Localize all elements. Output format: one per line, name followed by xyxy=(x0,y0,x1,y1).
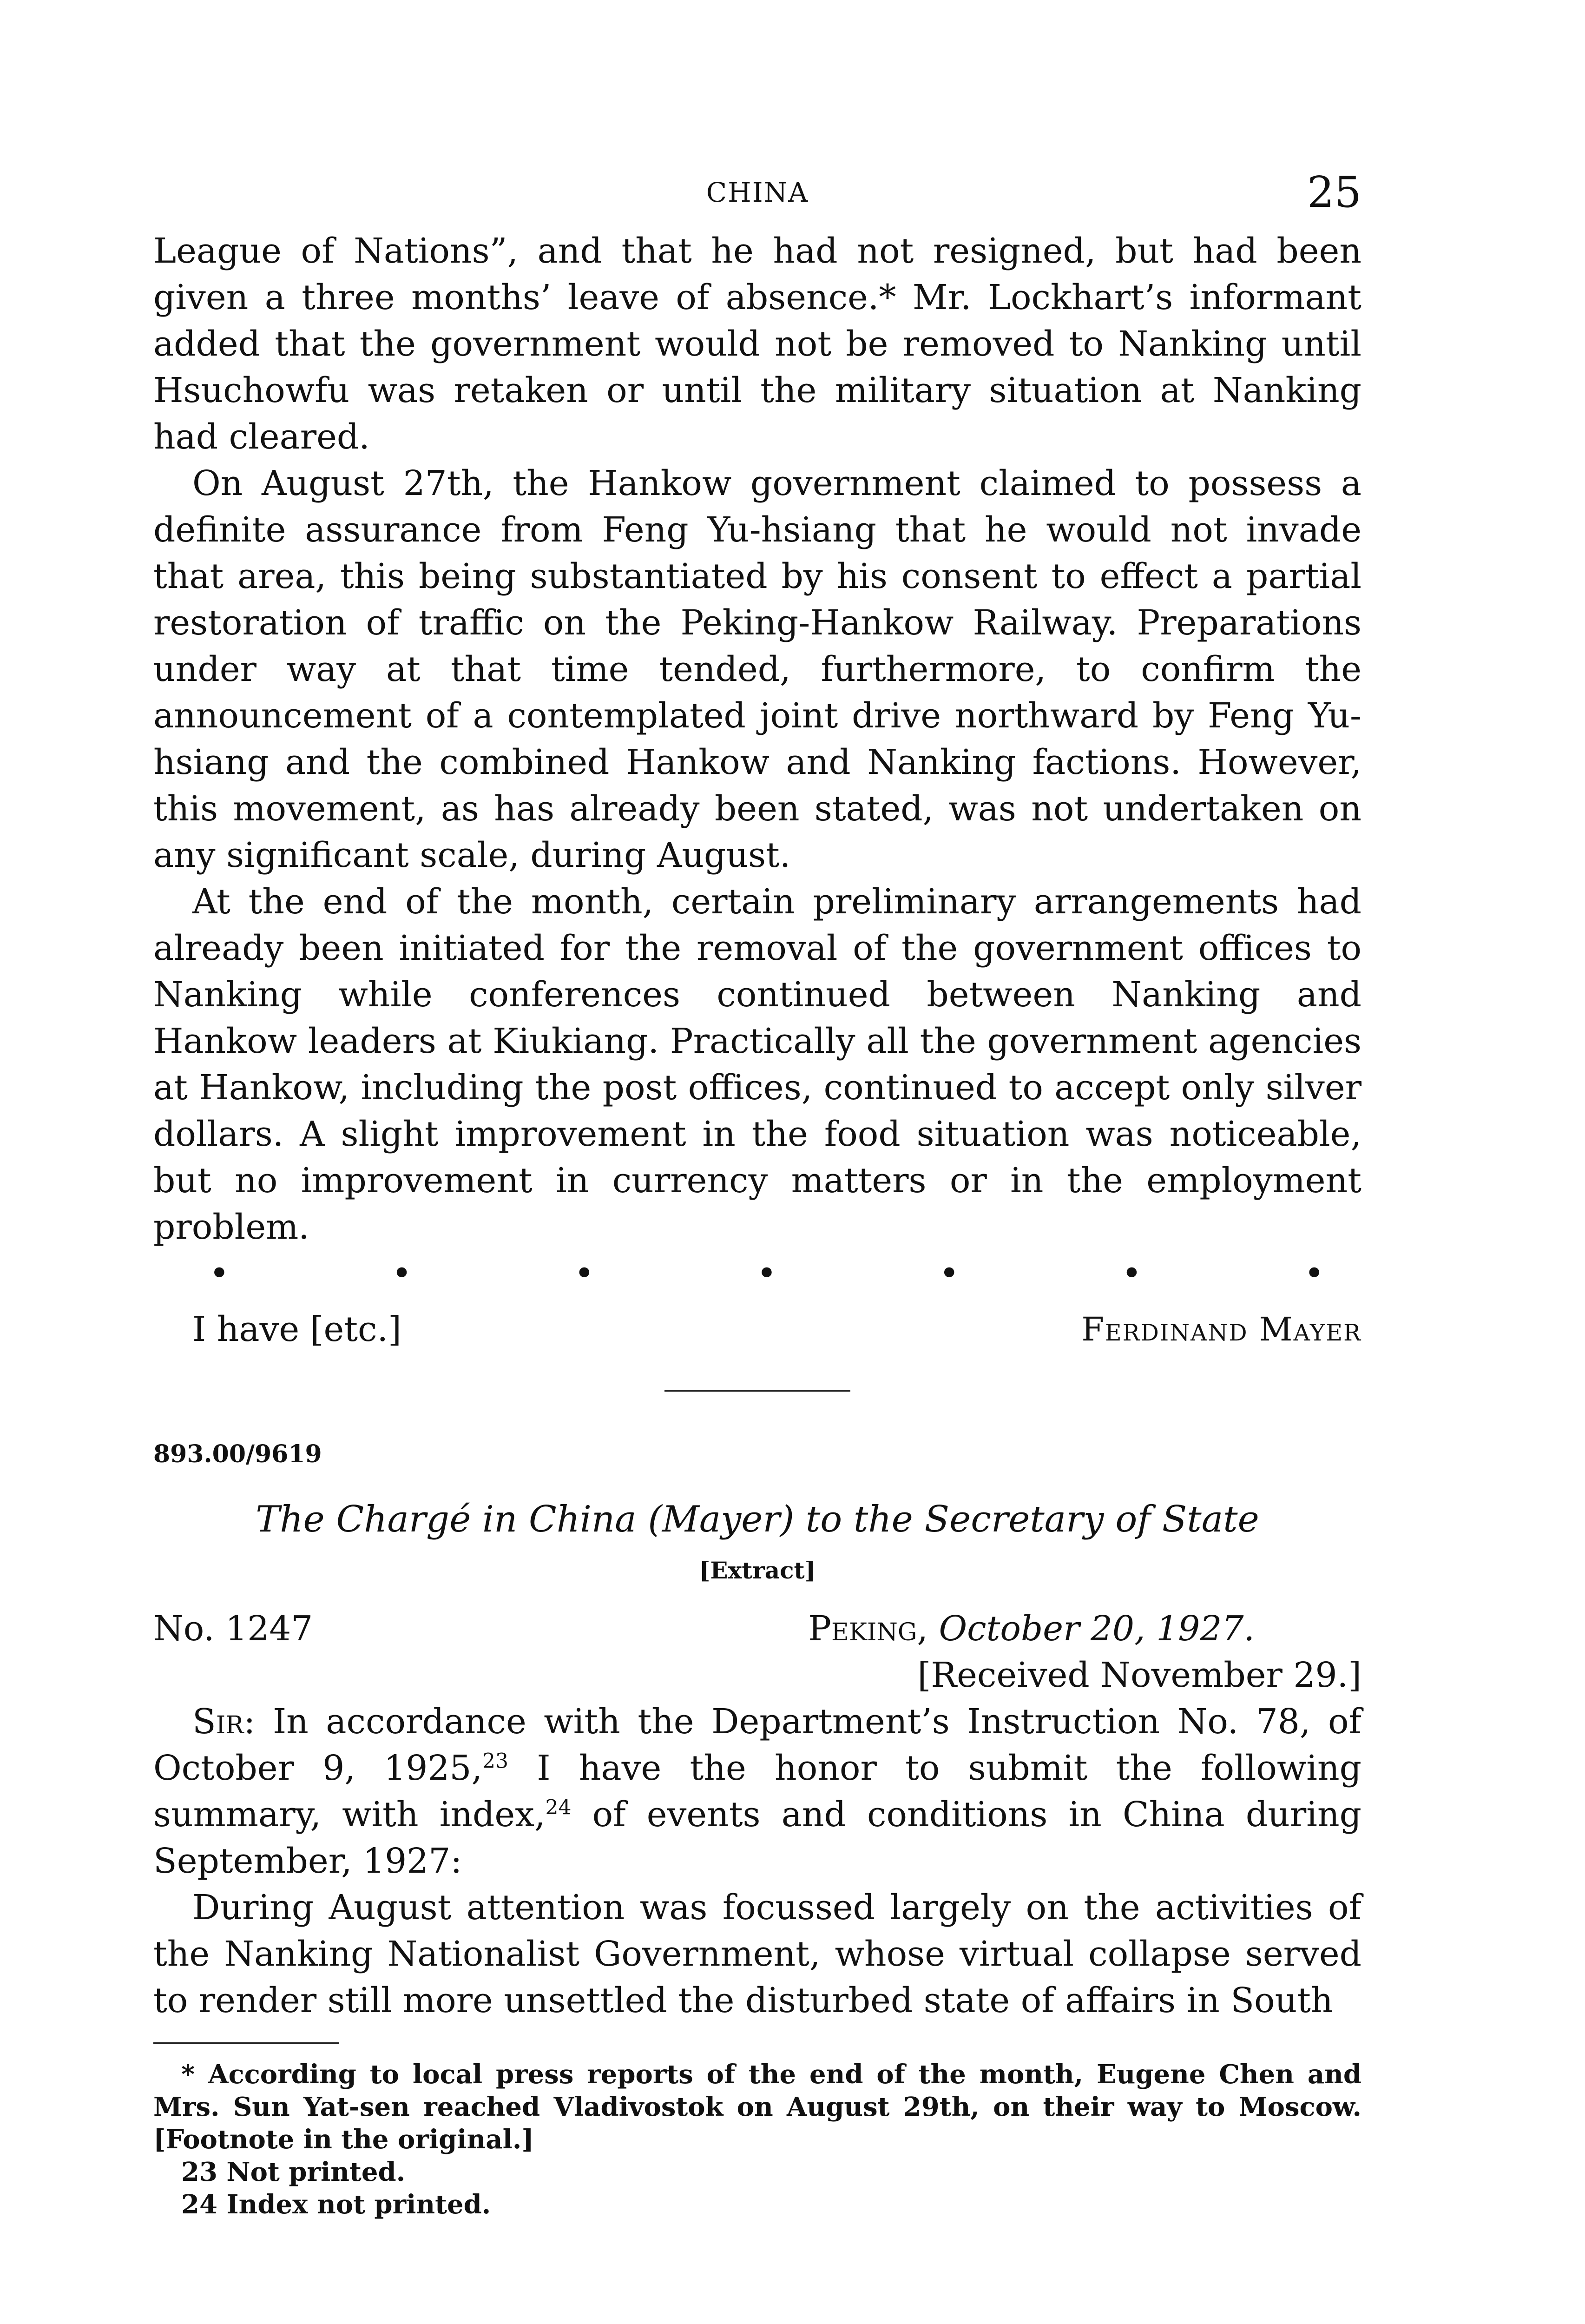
file-number: 893.00/9619 xyxy=(153,1440,322,1468)
signature: Ferdinand Mayer xyxy=(1081,1310,1361,1348)
salutation: Sir: xyxy=(192,1702,256,1742)
letter-closing xyxy=(153,1301,1361,1357)
footnote-24: 24 Index not printed. xyxy=(181,2189,491,2220)
body-text xyxy=(153,228,1361,2221)
paragraph-3: At the end of the month, certain preliminary arrangements had already been initiated for the removal of the government offices to Nanking while conferences continued between Nanking and Hankow leaders at Kiukiang. Practically all the government agencies at Hankow, including the post offices, continued to accept only silver dollars. A slight improvement in the food situation was noticeable, but no improvement in currency matters or in the employment problem. xyxy=(153,882,1361,1247)
paragraph-1: League of Nations”, and that he had not resigned, but had been given a three months’ leave of absence.* Mr. Lockhart’s informant added that the government would not be removed to Nanking until Hsuchowfu was retaken or until the military situation at Nanking had cleared. xyxy=(153,231,1361,457)
page-number: 25 xyxy=(1307,167,1361,217)
place: Peking, xyxy=(808,1609,928,1649)
closing-phrase: I have [etc.] xyxy=(192,1309,401,1349)
para1-part-c: of events and conditions in China during September, 1927: xyxy=(153,1795,1361,1881)
paragraph-2: On August 27th, the Hankow government claimed to possess a definite assurance from Feng Yu-hsiang that he would not invade that area, this being substantiated by his consent to effect a partial restoration of traffic on the Peking-Hankow Railway. Preparations under way at that time tended, furthermore, to confirm the announcement of a contemplated joint drive northward by Feng Yu-hsiang and the combined Hankow and Nanking factions. However, this movement, as has already been stated, was not undertaken on any significant scale, during August. xyxy=(153,463,1361,875)
footnote-23: 23 Not printed. xyxy=(181,2157,406,2187)
para1-part-b: I have the honor to submit the following summary, with index, xyxy=(153,1748,1362,1835)
ellipsis-dots: • • • • • • • xyxy=(209,1254,1324,1294)
despatch-number: No. 1247 xyxy=(153,1609,313,1649)
footnote-ref-24: 24 xyxy=(545,1796,572,1820)
running-title: CHINA xyxy=(706,177,809,208)
footnote-ref-23: 23 xyxy=(482,1749,509,1773)
footnotes xyxy=(153,2058,1361,2221)
received-date: [Received November 29.] xyxy=(917,1655,1361,1695)
footnote-star: * According to local press reports of the end of the month, Eugene Chen and Mrs. Sun Yat-sen reached Vladivostok on August 29th, on their way to Moscow. [Footnote in the original.] xyxy=(153,2059,1361,2155)
section-divider xyxy=(664,1390,850,1392)
running-head xyxy=(153,167,1361,218)
dateline xyxy=(153,1605,1361,1652)
para1-part-a: In accordance with the Department’s Instruction No. 78, of October 9, 1925, xyxy=(153,1702,1361,1788)
extract-label: [Extract] xyxy=(699,1557,816,1584)
place-date xyxy=(808,1605,1361,1652)
date: October 20, 1927. xyxy=(939,1609,1255,1649)
letter-paragraph-1 xyxy=(153,1698,1361,1884)
footnote-divider xyxy=(153,2042,339,2044)
document-title: The Chargé in China (Mayer) to the Secretary of State xyxy=(256,1499,1259,1540)
letter-paragraph-2: During August attention was focussed largely on the activities of the Nanking Nationalist Government, whose virtual collapse served to render still more unsettled the disturbed state of affairs in South xyxy=(153,1888,1361,2020)
